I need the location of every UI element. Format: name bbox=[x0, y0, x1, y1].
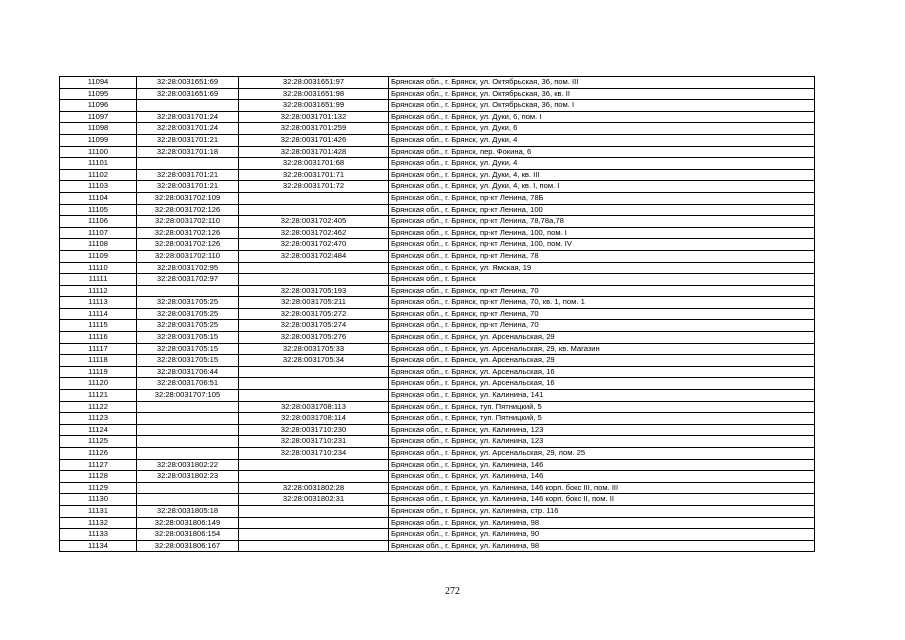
registry-table-body bbox=[60, 77, 815, 552]
object-cadastral-number-cell bbox=[239, 274, 389, 286]
address-cell: Брянская обл., г. Брянск, ул. Дуки, 6, пом. I bbox=[389, 111, 815, 123]
object-cadastral-number-cell: 32:28:0031701:132 bbox=[239, 111, 389, 123]
record-number-cell: 11112 bbox=[60, 285, 137, 297]
address-cell: Брянская обл., г. Брянск, ул. Арсенальская, 29 bbox=[389, 355, 815, 367]
table-row bbox=[60, 529, 815, 541]
land-cadastral-number-cell bbox=[137, 100, 239, 112]
record-number-cell: 11125 bbox=[60, 436, 137, 448]
object-cadastral-number-cell: 32:28:0031802:28 bbox=[239, 482, 389, 494]
table-row bbox=[60, 239, 815, 251]
table-row bbox=[60, 424, 815, 436]
address-cell: Брянская обл., г. Брянск, ул. Дуки, 4, кв. I, пом. I bbox=[389, 181, 815, 193]
record-number-cell: 11094 bbox=[60, 77, 137, 89]
object-cadastral-number-cell: 32:28:0031651:98 bbox=[239, 88, 389, 100]
address-cell: Брянская обл., г. Брянск, ул. Дуки, 4 bbox=[389, 158, 815, 170]
address-cell: Брянская обл., г. Брянск, пр-кт Ленина, 70 bbox=[389, 285, 815, 297]
address-cell: Брянская обл., г. Брянск, ул. Калинина, 98 bbox=[389, 517, 815, 529]
address-cell: Брянская обл., г. Брянск, ул. Калинина, 146 корп. бокс III, пом. III bbox=[389, 482, 815, 494]
address-cell: Брянская обл., г. Брянск, пр-кт Ленина, 70 bbox=[389, 320, 815, 332]
land-cadastral-number-cell: 32:28:0031705:15 bbox=[137, 343, 239, 355]
address-cell: Брянская обл., г. Брянск, ул. Дуки, 4 bbox=[389, 134, 815, 146]
address-cell: Брянская обл., г. Брянск, ул. Арсенальская, 29, пом. 25 bbox=[389, 448, 815, 460]
record-number-cell: 11096 bbox=[60, 100, 137, 112]
object-cadastral-number-cell: 32:28:0031701:428 bbox=[239, 146, 389, 158]
table-row bbox=[60, 192, 815, 204]
record-number-cell: 11126 bbox=[60, 448, 137, 460]
land-cadastral-number-cell: 32:28:0031702:126 bbox=[137, 239, 239, 251]
object-cadastral-number-cell bbox=[239, 540, 389, 552]
address-cell: Брянская обл., г. Брянск, туп. Пятницкий, 5 bbox=[389, 413, 815, 425]
land-cadastral-number-cell: 32:28:0031802:23 bbox=[137, 471, 239, 483]
address-cell: Брянская обл., г. Брянск, пр-кт Ленина, 100 bbox=[389, 204, 815, 216]
object-cadastral-number-cell: 32:28:0031708:114 bbox=[239, 413, 389, 425]
record-number-cell: 11105 bbox=[60, 204, 137, 216]
table-row bbox=[60, 378, 815, 390]
land-cadastral-number-cell: 32:28:0031702:126 bbox=[137, 204, 239, 216]
record-number-cell: 11103 bbox=[60, 181, 137, 193]
record-number-cell: 11134 bbox=[60, 540, 137, 552]
address-cell: Брянская обл., г. Брянск, пр-кт Ленина, 78,78а,78 bbox=[389, 216, 815, 228]
address-cell: Брянская обл., г. Брянск, ул. Калинина, 123 bbox=[389, 436, 815, 448]
object-cadastral-number-cell: 32:28:0031705:193 bbox=[239, 285, 389, 297]
table-row bbox=[60, 169, 815, 181]
registry-table bbox=[59, 76, 815, 552]
object-cadastral-number-cell: 32:28:0031705:34 bbox=[239, 355, 389, 367]
object-cadastral-number-cell: 32:28:0031702:405 bbox=[239, 216, 389, 228]
address-cell: Брянская обл., г. Брянск, ул. Калинина, стр. 116 bbox=[389, 505, 815, 517]
record-number-cell: 11127 bbox=[60, 459, 137, 471]
object-cadastral-number-cell bbox=[239, 192, 389, 204]
address-cell: Брянская обл., г. Брянск, ул. Арсенальская, 29 bbox=[389, 332, 815, 344]
table-row bbox=[60, 181, 815, 193]
land-cadastral-number-cell: 32:28:0031651:69 bbox=[137, 77, 239, 89]
record-number-cell: 11099 bbox=[60, 134, 137, 146]
land-cadastral-number-cell: 32:28:0031705:25 bbox=[137, 308, 239, 320]
object-cadastral-number-cell: 32:28:0031701:68 bbox=[239, 158, 389, 170]
record-number-cell: 11098 bbox=[60, 123, 137, 135]
address-cell: Брянская обл., г. Брянск, пр-кт Ленина, 100, пом. IV bbox=[389, 239, 815, 251]
record-number-cell: 11117 bbox=[60, 343, 137, 355]
address-cell: Брянская обл., г. Брянск, ул. Октябрьская, 36, пом. I bbox=[389, 100, 815, 112]
table-row bbox=[60, 505, 815, 517]
table-row bbox=[60, 540, 815, 552]
land-cadastral-number-cell bbox=[137, 158, 239, 170]
table-row bbox=[60, 134, 815, 146]
table-row bbox=[60, 123, 815, 135]
record-number-cell: 11120 bbox=[60, 378, 137, 390]
address-cell: Брянская обл., г. Брянск, пр-кт Ленина, 70 bbox=[389, 308, 815, 320]
record-number-cell: 11119 bbox=[60, 366, 137, 378]
land-cadastral-number-cell bbox=[137, 448, 239, 460]
table-row bbox=[60, 482, 815, 494]
object-cadastral-number-cell: 32:28:0031705:211 bbox=[239, 297, 389, 309]
object-cadastral-number-cell bbox=[239, 471, 389, 483]
record-number-cell: 11132 bbox=[60, 517, 137, 529]
object-cadastral-number-cell: 32:28:0031651:99 bbox=[239, 100, 389, 112]
land-cadastral-number-cell: 32:28:0031702:97 bbox=[137, 274, 239, 286]
object-cadastral-number-cell bbox=[239, 459, 389, 471]
address-cell: Брянская обл., г. Брянск, пр-кт Ленина, 78 bbox=[389, 250, 815, 262]
land-cadastral-number-cell: 32:28:0031702:95 bbox=[137, 262, 239, 274]
page-number: 272 bbox=[445, 586, 460, 597]
record-number-cell: 11129 bbox=[60, 482, 137, 494]
land-cadastral-number-cell bbox=[137, 401, 239, 413]
record-number-cell: 11128 bbox=[60, 471, 137, 483]
table-row bbox=[60, 517, 815, 529]
record-number-cell: 11131 bbox=[60, 505, 137, 517]
land-cadastral-number-cell bbox=[137, 424, 239, 436]
land-cadastral-number-cell bbox=[137, 285, 239, 297]
object-cadastral-number-cell: 32:28:0031705:272 bbox=[239, 308, 389, 320]
land-cadastral-number-cell: 32:28:0031701:21 bbox=[137, 134, 239, 146]
table-row bbox=[60, 111, 815, 123]
land-cadastral-number-cell bbox=[137, 494, 239, 506]
land-cadastral-number-cell: 32:28:0031701:18 bbox=[137, 146, 239, 158]
address-cell: Брянская обл., г. Брянск, ул. Октябрьская, 36, кв. II bbox=[389, 88, 815, 100]
land-cadastral-number-cell: 32:28:0031701:21 bbox=[137, 181, 239, 193]
object-cadastral-number-cell: 32:28:0031701:72 bbox=[239, 181, 389, 193]
record-number-cell: 11104 bbox=[60, 192, 137, 204]
address-cell: Брянская обл., г. Брянск, ул. Арсенальская, 16 bbox=[389, 366, 815, 378]
object-cadastral-number-cell: 32:28:0031702:462 bbox=[239, 227, 389, 239]
table-row bbox=[60, 355, 815, 367]
table-row bbox=[60, 320, 815, 332]
record-number-cell: 11133 bbox=[60, 529, 137, 541]
table-row bbox=[60, 448, 815, 460]
record-number-cell: 11111 bbox=[60, 274, 137, 286]
object-cadastral-number-cell bbox=[239, 517, 389, 529]
object-cadastral-number-cell bbox=[239, 529, 389, 541]
record-number-cell: 11124 bbox=[60, 424, 137, 436]
record-number-cell: 11118 bbox=[60, 355, 137, 367]
object-cadastral-number-cell: 32:28:0031710:230 bbox=[239, 424, 389, 436]
address-cell: Брянская обл., г. Брянск, пр-кт Ленина, 70, кв. 1, пом. 1 bbox=[389, 297, 815, 309]
land-cadastral-number-cell bbox=[137, 482, 239, 494]
land-cadastral-number-cell: 32:28:0031705:15 bbox=[137, 355, 239, 367]
record-number-cell: 11123 bbox=[60, 413, 137, 425]
table-row bbox=[60, 332, 815, 344]
table-row bbox=[60, 88, 815, 100]
record-number-cell: 11108 bbox=[60, 239, 137, 251]
land-cadastral-number-cell: 32:28:0031707:105 bbox=[137, 390, 239, 402]
land-cadastral-number-cell: 32:28:0031705:25 bbox=[137, 320, 239, 332]
address-cell: Брянская обл., г. Брянск bbox=[389, 274, 815, 286]
table-row bbox=[60, 100, 815, 112]
object-cadastral-number-cell bbox=[239, 262, 389, 274]
land-cadastral-number-cell: 32:28:0031806:149 bbox=[137, 517, 239, 529]
record-number-cell: 11100 bbox=[60, 146, 137, 158]
land-cadastral-number-cell: 32:28:0031702:110 bbox=[137, 250, 239, 262]
address-cell: Брянская обл., г. Брянск, ул. Калинина, 123 bbox=[389, 424, 815, 436]
land-cadastral-number-cell: 32:28:0031806:154 bbox=[137, 529, 239, 541]
land-cadastral-number-cell: 32:28:0031805:18 bbox=[137, 505, 239, 517]
object-cadastral-number-cell: 32:28:0031802:31 bbox=[239, 494, 389, 506]
record-number-cell: 11107 bbox=[60, 227, 137, 239]
land-cadastral-number-cell bbox=[137, 413, 239, 425]
object-cadastral-number-cell: 32:28:0031705:276 bbox=[239, 332, 389, 344]
land-cadastral-number-cell: 32:28:0031802:22 bbox=[137, 459, 239, 471]
table-row bbox=[60, 366, 815, 378]
table-row bbox=[60, 343, 815, 355]
land-cadastral-number-cell: 32:28:0031702:110 bbox=[137, 216, 239, 228]
address-cell: Брянская обл., г. Брянск, ул. Дуки, 4, кв. III bbox=[389, 169, 815, 181]
table-row bbox=[60, 250, 815, 262]
object-cadastral-number-cell bbox=[239, 390, 389, 402]
record-number-cell: 11115 bbox=[60, 320, 137, 332]
table-row bbox=[60, 274, 815, 286]
table-row bbox=[60, 471, 815, 483]
object-cadastral-number-cell: 32:28:0031705:274 bbox=[239, 320, 389, 332]
record-number-cell: 11102 bbox=[60, 169, 137, 181]
address-cell: Брянская обл., г. Брянск, ул. Калинина, 90 bbox=[389, 529, 815, 541]
object-cadastral-number-cell: 32:28:0031701:426 bbox=[239, 134, 389, 146]
record-number-cell: 11116 bbox=[60, 332, 137, 344]
address-cell: Брянская обл., г. Брянск, ул. Калинина, 146 корп. бокс II, пом. II bbox=[389, 494, 815, 506]
land-cadastral-number-cell: 32:28:0031702:126 bbox=[137, 227, 239, 239]
address-cell: Брянская обл., г. Брянск, пр-кт Ленина, 78Б bbox=[389, 192, 815, 204]
table-row bbox=[60, 297, 815, 309]
table-row bbox=[60, 285, 815, 297]
land-cadastral-number-cell: 32:28:0031702:109 bbox=[137, 192, 239, 204]
record-number-cell: 11097 bbox=[60, 111, 137, 123]
object-cadastral-number-cell: 32:28:0031710:231 bbox=[239, 436, 389, 448]
record-number-cell: 11113 bbox=[60, 297, 137, 309]
record-number-cell: 11109 bbox=[60, 250, 137, 262]
address-cell: Брянская обл., г. Брянск, ул. Арсенальская, 16 bbox=[389, 378, 815, 390]
record-number-cell: 11101 bbox=[60, 158, 137, 170]
address-cell: Брянская обл., г. Брянск, пер. Фокина, 6 bbox=[389, 146, 815, 158]
land-cadastral-number-cell bbox=[137, 436, 239, 448]
table-row bbox=[60, 390, 815, 402]
table-row bbox=[60, 158, 815, 170]
table-row bbox=[60, 308, 815, 320]
table-row bbox=[60, 494, 815, 506]
table-row bbox=[60, 216, 815, 228]
table-row bbox=[60, 204, 815, 216]
table-row bbox=[60, 146, 815, 158]
land-cadastral-number-cell: 32:28:0031651:69 bbox=[137, 88, 239, 100]
land-cadastral-number-cell: 32:28:0031705:15 bbox=[137, 332, 239, 344]
table-row bbox=[60, 459, 815, 471]
address-cell: Брянская обл., г. Брянск, туп. Пятницкий, 5 bbox=[389, 401, 815, 413]
address-cell: Брянская обл., г. Брянск, ул. Октябрьская, 36, пом. III bbox=[389, 77, 815, 89]
object-cadastral-number-cell: 32:28:0031705:33 bbox=[239, 343, 389, 355]
record-number-cell: 11122 bbox=[60, 401, 137, 413]
address-cell: Брянская обл., г. Брянск, ул. Калинина, 146 bbox=[389, 459, 815, 471]
table-row bbox=[60, 413, 815, 425]
table-row bbox=[60, 77, 815, 89]
record-number-cell: 11106 bbox=[60, 216, 137, 228]
object-cadastral-number-cell: 32:28:0031701:71 bbox=[239, 169, 389, 181]
record-number-cell: 11110 bbox=[60, 262, 137, 274]
land-cadastral-number-cell: 32:28:0031706:51 bbox=[137, 378, 239, 390]
table-row bbox=[60, 401, 815, 413]
object-cadastral-number-cell: 32:28:0031702:470 bbox=[239, 239, 389, 251]
address-cell: Брянская обл., г. Брянск, ул. Дуки, 6 bbox=[389, 123, 815, 135]
table-row bbox=[60, 262, 815, 274]
record-number-cell: 11114 bbox=[60, 308, 137, 320]
record-number-cell: 11095 bbox=[60, 88, 137, 100]
address-cell: Брянская обл., г. Брянск, ул. Ямская, 19 bbox=[389, 262, 815, 274]
object-cadastral-number-cell: 32:28:0031702:484 bbox=[239, 250, 389, 262]
land-cadastral-number-cell: 32:28:0031701:24 bbox=[137, 111, 239, 123]
address-cell: Брянская обл., г. Брянск, ул. Калинина, 141 bbox=[389, 390, 815, 402]
object-cadastral-number-cell bbox=[239, 505, 389, 517]
object-cadastral-number-cell: 32:28:0031651:97 bbox=[239, 77, 389, 89]
table-row bbox=[60, 227, 815, 239]
address-cell: Брянская обл., г. Брянск, ул. Калинина, 98 bbox=[389, 540, 815, 552]
object-cadastral-number-cell bbox=[239, 378, 389, 390]
land-cadastral-number-cell: 32:28:0031705:25 bbox=[137, 297, 239, 309]
land-cadastral-number-cell: 32:28:0031806:167 bbox=[137, 540, 239, 552]
object-cadastral-number-cell bbox=[239, 204, 389, 216]
address-cell: Брянская обл., г. Брянск, ул. Арсенальская, 29, кв. Магазин bbox=[389, 343, 815, 355]
address-cell: Брянская обл., г. Брянск, пр-кт Ленина, 100, пом. I bbox=[389, 227, 815, 239]
table-row bbox=[60, 436, 815, 448]
address-cell: Брянская обл., г. Брянск, ул. Калинина, 146 bbox=[389, 471, 815, 483]
object-cadastral-number-cell: 32:28:0031708:113 bbox=[239, 401, 389, 413]
object-cadastral-number-cell: 32:28:0031701:259 bbox=[239, 123, 389, 135]
object-cadastral-number-cell: 32:28:0031710:234 bbox=[239, 448, 389, 460]
record-number-cell: 11121 bbox=[60, 390, 137, 402]
land-cadastral-number-cell: 32:28:0031701:21 bbox=[137, 169, 239, 181]
record-number-cell: 11130 bbox=[60, 494, 137, 506]
land-cadastral-number-cell: 32:28:0031706:44 bbox=[137, 366, 239, 378]
land-cadastral-number-cell: 32:28:0031701:24 bbox=[137, 123, 239, 135]
object-cadastral-number-cell bbox=[239, 366, 389, 378]
